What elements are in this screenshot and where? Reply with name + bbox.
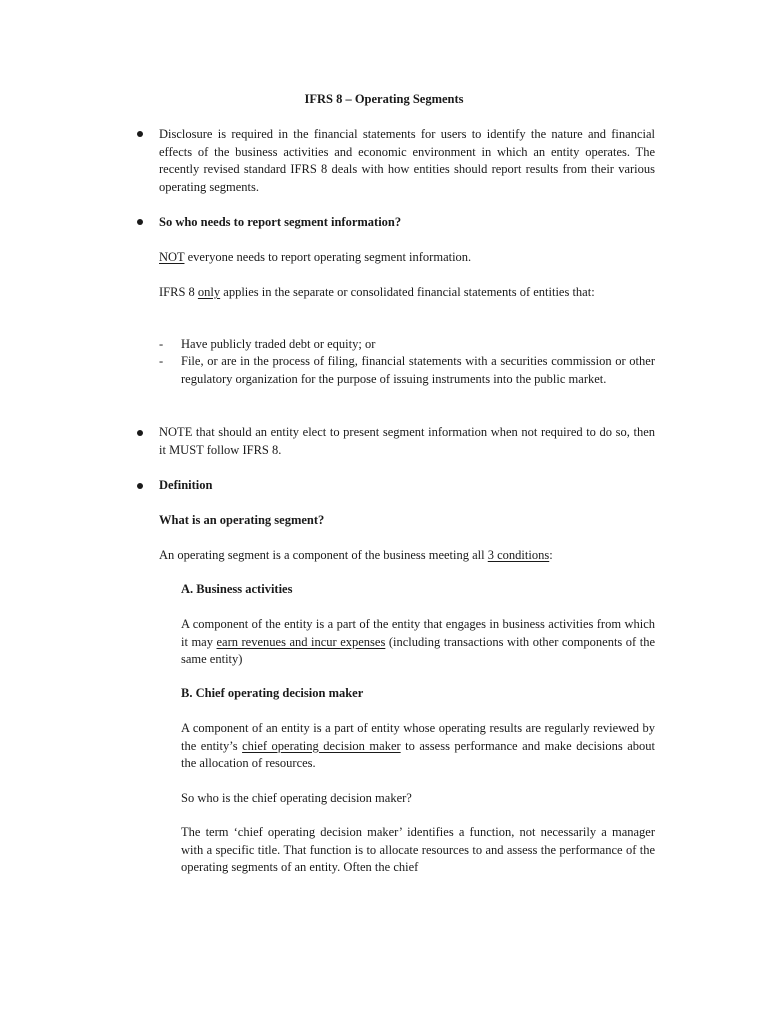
not-rest-text: everyone needs to report operating segment information. bbox=[184, 250, 472, 264]
paragraph-disclosure: Disclosure is required in the financial statements for users to identify the nature and financial effects of the business activities and economic environment in which an entity operates. The recently revised standard IFRS 8 deals with how entities should report results from their various operating segments. bbox=[159, 127, 655, 194]
a-text-2: (including transactions with other components of the same entity) bbox=[181, 634, 656, 666]
bullet-icon bbox=[137, 483, 143, 489]
paragraph-who-is-chief: So who is the chief operating decision maker? bbox=[181, 791, 412, 805]
component-text-b: : bbox=[549, 548, 553, 562]
paragraph-component bbox=[159, 547, 655, 565]
underlined-3-conditions: 3 conditions bbox=[487, 548, 550, 562]
component-text-a: An operating segment is a component of the business meeting all bbox=[159, 548, 488, 562]
b-text-1: A component of an entity is a part of entity whose operating results are regularly reviewed by the entity’s bbox=[181, 721, 655, 753]
paragraph-term-definition: The term ‘chief operating decision maker’ identifies a function, not necessarily a manager with a specific title. That function is to allocate resources to and assess the performance of the operating segments of an entity. Often the chief bbox=[181, 825, 655, 874]
bullet-icon bbox=[137, 219, 143, 225]
list-item-filing: File, or are in the process of filing, financial statements with a securities commission or other regulatory organization for the purpose of issuing instruments into the public market. bbox=[181, 354, 655, 386]
underlined-earn-revenues: earn revenues and incur expenses bbox=[216, 634, 386, 649]
document-title: IFRS 8 – Operating Segments bbox=[304, 92, 464, 106]
heading-chief-operating: B. Chief operating decision maker bbox=[181, 686, 364, 700]
heading-definition: Definition bbox=[159, 478, 213, 492]
dash-marker: - bbox=[159, 354, 164, 368]
a-text-1: A component of the entity is a part of the entity that engages in business activities from which it may bbox=[181, 617, 655, 649]
paragraph-not-everyone bbox=[159, 249, 655, 267]
paragraph-applies bbox=[159, 284, 655, 302]
paragraph-business-activities bbox=[181, 616, 655, 669]
heading-business-activities: A. Business activities bbox=[181, 582, 293, 596]
underlined-chief-decision-maker: chief operating decision maker bbox=[242, 738, 401, 753]
heading-who-reports: So who needs to report segment information? bbox=[159, 215, 402, 229]
underlined-only: only bbox=[197, 285, 221, 299]
b-text-2: to assess performance and make decisions about the allocation of resources. bbox=[181, 738, 655, 770]
applies-text-b: applies in the separate or consolidated financial statements of entities that: bbox=[220, 285, 595, 299]
applies-text-a: IFRS 8 bbox=[159, 285, 198, 299]
underlined-not: NOT bbox=[159, 250, 185, 264]
dash-marker: - bbox=[159, 337, 164, 351]
paragraph-chief-operating bbox=[181, 720, 655, 773]
paragraph-note: NOTE that should an entity elect to present segment information when not required to do so, then it MUST follow IFRS 8. bbox=[159, 425, 655, 457]
bullet-icon bbox=[137, 430, 143, 436]
bullet-icon bbox=[137, 131, 143, 137]
heading-what-is-segment: What is an operating segment? bbox=[159, 513, 325, 527]
list-item-publicly-traded: Have publicly traded debt or equity; or bbox=[181, 337, 376, 351]
